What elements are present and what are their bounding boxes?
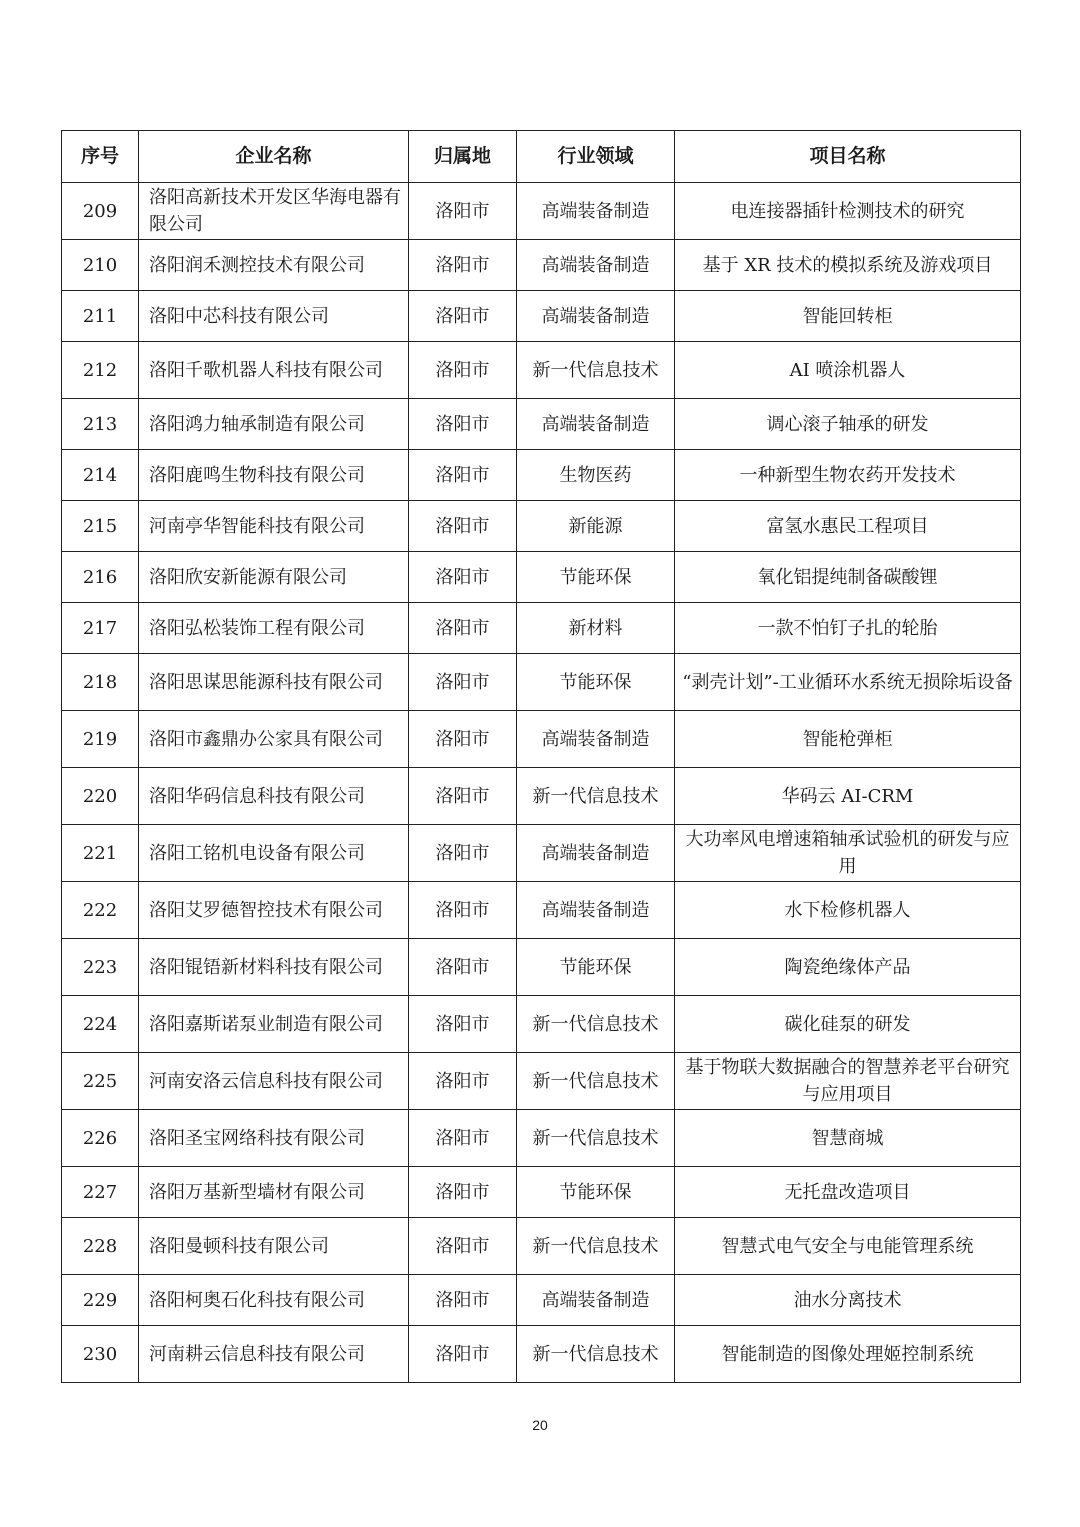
serial-cell: 209 — [62, 183, 139, 240]
location-cell: 洛阳市 — [409, 399, 517, 450]
project-cell: 陶瓷绝缘体产品 — [675, 939, 1021, 996]
location-cell: 洛阳市 — [409, 1326, 517, 1383]
company-cell: 洛阳锟铻新材料科技有限公司 — [139, 939, 409, 996]
location-cell: 洛阳市 — [409, 939, 517, 996]
company-cell: 洛阳圣宝网络科技有限公司 — [139, 1110, 409, 1167]
serial-cell: 217 — [62, 603, 139, 654]
industry-cell: 新一代信息技术 — [517, 768, 675, 825]
project-cell: 一种新型生物农药开发技术 — [675, 450, 1021, 501]
table-row — [62, 450, 1021, 501]
company-cell: 洛阳思谋思能源科技有限公司 — [139, 654, 409, 711]
header-serial: 序号 — [62, 131, 139, 183]
industry-cell: 高端装备制造 — [517, 1275, 675, 1326]
industry-cell: 高端装备制造 — [517, 291, 675, 342]
location-cell: 洛阳市 — [409, 996, 517, 1053]
table-row — [62, 939, 1021, 996]
industry-cell: 新一代信息技术 — [517, 996, 675, 1053]
serial-cell: 229 — [62, 1275, 139, 1326]
location-cell: 洛阳市 — [409, 1275, 517, 1326]
company-cell: 洛阳高新技术开发区华海电器有限公司 — [139, 183, 409, 240]
industry-cell: 节能环保 — [517, 654, 675, 711]
table-row — [62, 183, 1021, 240]
header-location: 归属地 — [409, 131, 517, 183]
location-cell: 洛阳市 — [409, 1218, 517, 1275]
table-row — [62, 552, 1021, 603]
serial-cell: 216 — [62, 552, 139, 603]
location-cell: 洛阳市 — [409, 603, 517, 654]
header-industry: 行业领域 — [517, 131, 675, 183]
serial-cell: 211 — [62, 291, 139, 342]
serial-cell: 226 — [62, 1110, 139, 1167]
company-cell: 河南耕云信息科技有限公司 — [139, 1326, 409, 1383]
table-row — [62, 1053, 1021, 1110]
location-cell: 洛阳市 — [409, 1167, 517, 1218]
table-row — [62, 654, 1021, 711]
industry-cell: 新一代信息技术 — [517, 1053, 675, 1110]
industry-cell: 新材料 — [517, 603, 675, 654]
table-row — [62, 1167, 1021, 1218]
industry-cell: 新一代信息技术 — [517, 1218, 675, 1275]
table-row — [62, 996, 1021, 1053]
table-row — [62, 291, 1021, 342]
table-row — [62, 342, 1021, 399]
serial-cell: 212 — [62, 342, 139, 399]
serial-cell: 221 — [62, 825, 139, 882]
header-project: 项目名称 — [675, 131, 1021, 183]
project-cell: 调心滚子轴承的研发 — [675, 399, 1021, 450]
location-cell: 洛阳市 — [409, 450, 517, 501]
page-number: 20 — [532, 1417, 548, 1433]
table-row — [62, 882, 1021, 939]
serial-cell: 227 — [62, 1167, 139, 1218]
project-cell: 智慧式电气安全与电能管理系统 — [675, 1218, 1021, 1275]
industry-cell: 新一代信息技术 — [517, 1110, 675, 1167]
project-cell: 一款不怕钉子扎的轮胎 — [675, 603, 1021, 654]
location-cell: 洛阳市 — [409, 183, 517, 240]
serial-cell: 215 — [62, 501, 139, 552]
industry-cell: 生物医药 — [517, 450, 675, 501]
company-cell: 洛阳市鑫鼎办公家具有限公司 — [139, 711, 409, 768]
company-cell: 洛阳润禾测控技术有限公司 — [139, 240, 409, 291]
industry-cell: 新能源 — [517, 501, 675, 552]
serial-cell: 225 — [62, 1053, 139, 1110]
project-cell: 大功率风电增速箱轴承试验机的研发与应用 — [675, 825, 1021, 882]
header-company: 企业名称 — [139, 131, 409, 183]
project-cell: 基于物联大数据融合的智慧养老平台研究与应用项目 — [675, 1053, 1021, 1110]
project-cell: 富氢水惠民工程项目 — [675, 501, 1021, 552]
industry-cell: 高端装备制造 — [517, 399, 675, 450]
industry-cell: 新一代信息技术 — [517, 342, 675, 399]
location-cell: 洛阳市 — [409, 882, 517, 939]
table-row — [62, 1275, 1021, 1326]
project-cell: 电连接器插针检测技术的研究 — [675, 183, 1021, 240]
industry-cell: 高端装备制造 — [517, 711, 675, 768]
project-cell: 智能制造的图像处理姬控制系统 — [675, 1326, 1021, 1383]
industry-cell: 节能环保 — [517, 1167, 675, 1218]
serial-cell: 222 — [62, 882, 139, 939]
company-cell: 洛阳曼顿科技有限公司 — [139, 1218, 409, 1275]
serial-cell: 219 — [62, 711, 139, 768]
table-row — [62, 1218, 1021, 1275]
table-header-row — [62, 131, 1021, 183]
serial-cell: 218 — [62, 654, 139, 711]
project-cell: 碳化硅泵的研发 — [675, 996, 1021, 1053]
table-row — [62, 768, 1021, 825]
company-cell: 洛阳鸿力轴承制造有限公司 — [139, 399, 409, 450]
project-cell: 水下检修机器人 — [675, 882, 1021, 939]
serial-cell: 230 — [62, 1326, 139, 1383]
table-row — [62, 711, 1021, 768]
industry-cell: 新一代信息技术 — [517, 1326, 675, 1383]
location-cell: 洛阳市 — [409, 654, 517, 711]
project-cell: 华码云 AI-CRM — [675, 768, 1021, 825]
serial-cell: 214 — [62, 450, 139, 501]
company-cell: 洛阳弘松装饰工程有限公司 — [139, 603, 409, 654]
industry-cell: 节能环保 — [517, 552, 675, 603]
table-row — [62, 603, 1021, 654]
company-cell: 洛阳嘉斯诺泵业制造有限公司 — [139, 996, 409, 1053]
company-cell: 洛阳万基新型墙材有限公司 — [139, 1167, 409, 1218]
location-cell: 洛阳市 — [409, 342, 517, 399]
project-cell: AI 喷涂机器人 — [675, 342, 1021, 399]
location-cell: 洛阳市 — [409, 501, 517, 552]
company-cell: 洛阳欣安新能源有限公司 — [139, 552, 409, 603]
industry-cell: 高端装备制造 — [517, 240, 675, 291]
table-row — [62, 1326, 1021, 1383]
serial-cell: 220 — [62, 768, 139, 825]
table-row — [62, 1110, 1021, 1167]
company-cell: 河南亭华智能科技有限公司 — [139, 501, 409, 552]
location-cell: 洛阳市 — [409, 768, 517, 825]
company-cell: 洛阳艾罗德智控技术有限公司 — [139, 882, 409, 939]
serial-cell: 224 — [62, 996, 139, 1053]
project-cell: 智能枪弹柜 — [675, 711, 1021, 768]
location-cell: 洛阳市 — [409, 240, 517, 291]
company-cell: 洛阳千歌机器人科技有限公司 — [139, 342, 409, 399]
project-cell: “剥壳计划”-工业循环水系统无损除垢设备 — [675, 654, 1021, 711]
industry-cell: 高端装备制造 — [517, 825, 675, 882]
project-cell: 基于 XR 技术的模拟系统及游戏项目 — [675, 240, 1021, 291]
serial-cell: 210 — [62, 240, 139, 291]
company-cell: 洛阳华码信息科技有限公司 — [139, 768, 409, 825]
location-cell: 洛阳市 — [409, 291, 517, 342]
location-cell: 洛阳市 — [409, 825, 517, 882]
company-cell: 洛阳鹿鸣生物科技有限公司 — [139, 450, 409, 501]
location-cell: 洛阳市 — [409, 1053, 517, 1110]
table-row — [62, 399, 1021, 450]
project-cell: 油水分离技术 — [675, 1275, 1021, 1326]
project-cell: 智慧商城 — [675, 1110, 1021, 1167]
company-cell: 河南安洛云信息科技有限公司 — [139, 1053, 409, 1110]
table-row — [62, 240, 1021, 291]
table-row — [62, 501, 1021, 552]
industry-cell: 节能环保 — [517, 939, 675, 996]
serial-cell: 228 — [62, 1218, 139, 1275]
table-row — [62, 825, 1021, 882]
location-cell: 洛阳市 — [409, 552, 517, 603]
industry-cell: 高端装备制造 — [517, 882, 675, 939]
enterprise-project-table — [61, 130, 1021, 1383]
serial-cell: 213 — [62, 399, 139, 450]
company-cell: 洛阳柯奥石化科技有限公司 — [139, 1275, 409, 1326]
location-cell: 洛阳市 — [409, 1110, 517, 1167]
serial-cell: 223 — [62, 939, 139, 996]
project-cell: 氧化铝提纯制备碳酸锂 — [675, 552, 1021, 603]
industry-cell: 高端装备制造 — [517, 183, 675, 240]
company-cell: 洛阳中芯科技有限公司 — [139, 291, 409, 342]
location-cell: 洛阳市 — [409, 711, 517, 768]
project-cell: 无托盘改造项目 — [675, 1167, 1021, 1218]
project-cell: 智能回转柜 — [675, 291, 1021, 342]
company-cell: 洛阳工铭机电设备有限公司 — [139, 825, 409, 882]
